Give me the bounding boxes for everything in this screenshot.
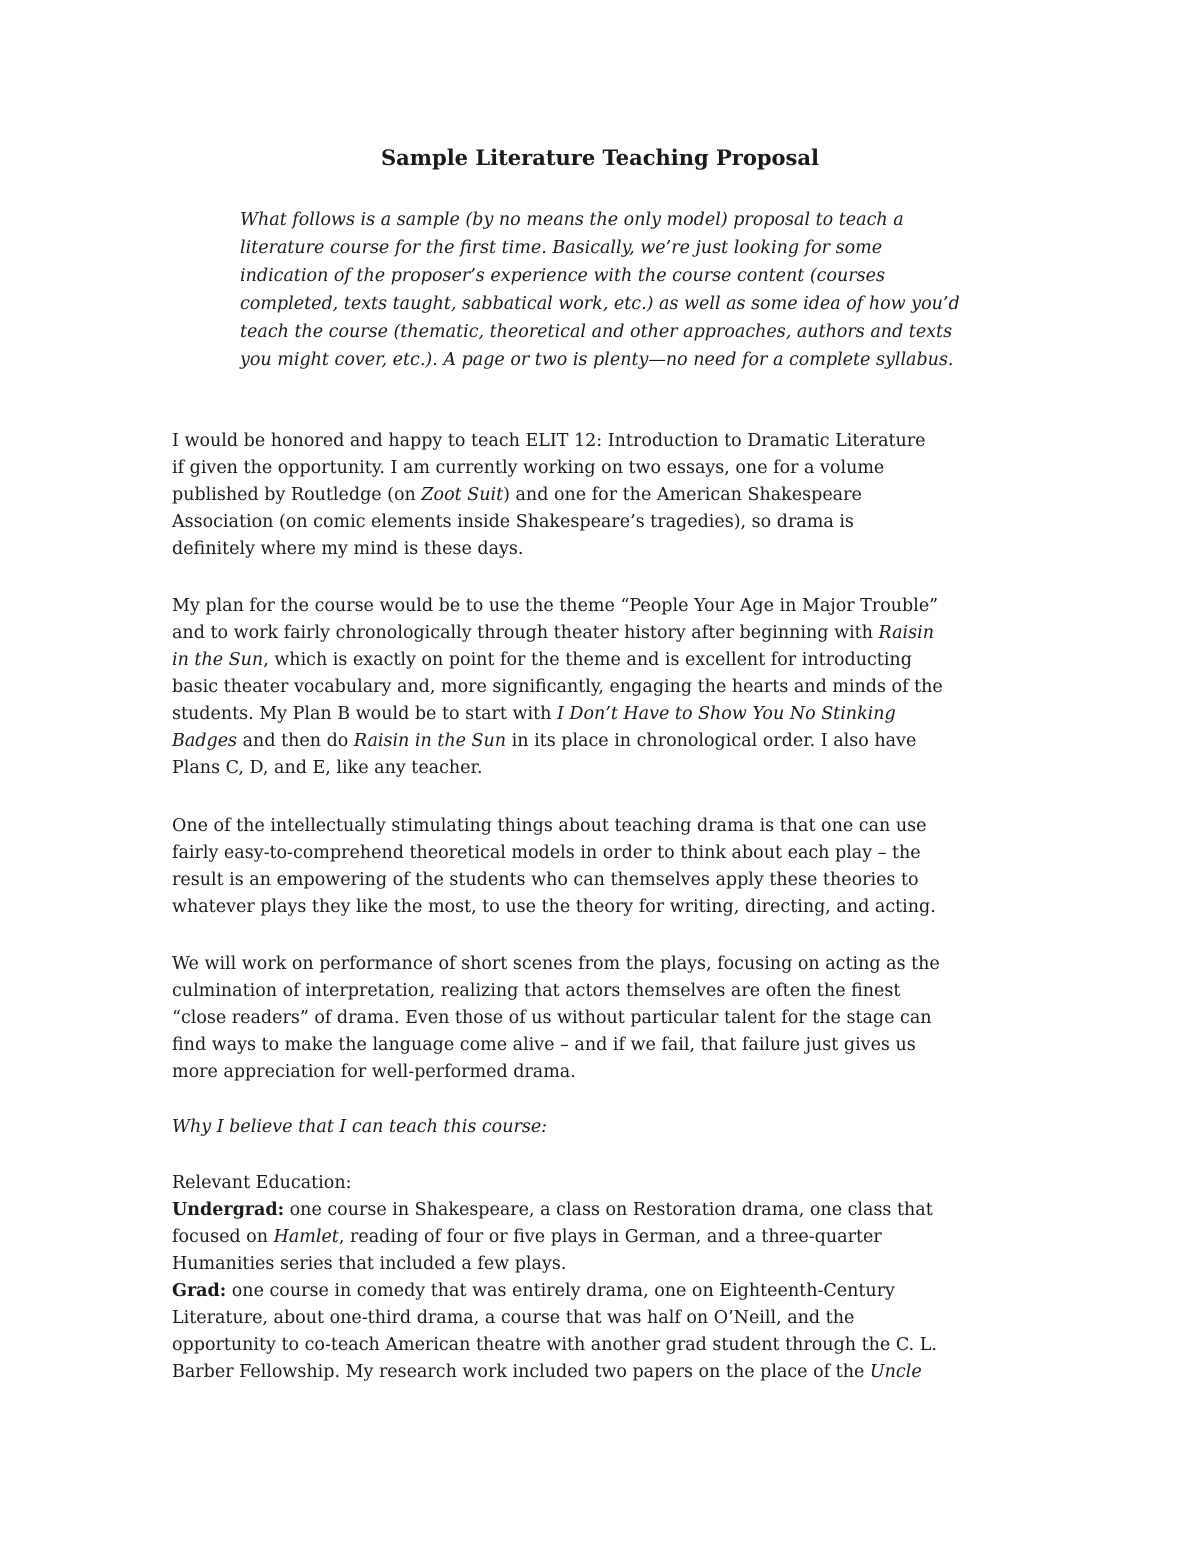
text-run: one course in comedy that was entirely drama, one on Eighteenth-Century [226,1281,895,1301]
body-line: Association (on comic elements inside Shakespeare’s tragedies), so drama is [172,512,854,532]
text-run: , which is exactly on point for the theme and is excellent for introducting [263,650,912,670]
paragraph-1 [172,428,1052,563]
text-run: students. My Plan B would be to start with [172,704,557,724]
paragraph-2 [172,593,1052,782]
text-run: and then do [237,731,354,751]
body-line: whatever plays they like the most, to use the theory for writing, directing, and acting. [172,897,936,917]
body-line: result is an empowering of the students who can themselves apply these theories to [172,870,919,890]
text-run: ) and one for the American Shakespeare [503,485,862,505]
body-line [172,1224,1052,1251]
text-run: and to work fairly chronologically through theater history after beginning with [172,623,879,643]
body-line: Literature, about one-third drama, a course that was half on O’Neill, and the [172,1308,855,1328]
body-line [172,701,1052,728]
work-title: Uncle [869,1362,922,1382]
intro-line: you might cover, etc.). A page or two is plenty—no need for a complete syllabus. [240,350,954,370]
body-line [172,728,1052,755]
body-line: more appreciation for well-performed drama. [172,1062,576,1082]
body-line [172,1278,1052,1305]
section-heading-italic: Why I believe that I can teach this course: [172,1117,548,1137]
document-title: Sample Literature Teaching Proposal [381,145,819,170]
text-run: published by Routledge (on [172,485,422,505]
body-line: basic theater vocabulary and, more significantly, engaging the hearts and minds of the [172,677,943,697]
body-line: Plans C, D, and E, like any teacher. [172,758,483,778]
undergrad-label: Undergrad: [172,1200,285,1220]
body-line: My plan for the course would be to use the theme “People Your Age in Major Trouble” [172,596,939,616]
text-run: one course in Shakespeare, a class on Restoration drama, one class that [284,1200,933,1220]
paragraph-5 [172,1114,1052,1141]
work-title: Badges [172,731,238,751]
body-line: opportunity to co-teach American theatre with another grad student through the C. L. [172,1335,937,1355]
intro-line: teach the course (thematic, theoretical and other approaches, authors and texts [240,322,953,342]
body-line: I would be honored and happy to teach ELIT 12: Introduction to Dramatic Literature [172,431,926,451]
work-title: Raisin in the Sun [353,731,507,751]
paragraph-4 [172,951,1052,1086]
body-line [172,482,1052,509]
body-line [172,647,1052,674]
work-title: Raisin [878,623,934,643]
body-line: if given the opportunity. I am currently working on two essays, one for a volume [172,458,885,478]
grad-label: Grad: [172,1281,227,1301]
intro-line: What follows is a sample (by no means the only model) proposal to teach a [240,210,904,230]
work-title: Zoot Suit [421,485,504,505]
work-title: in the Sun [172,650,264,670]
text-run: focused on [172,1227,274,1247]
intro-line: indication of the proposer’s experience with the course content (courses [240,266,885,286]
body-line: fairly easy-to-comprehend theoretical models in order to think about each play – the [172,843,921,863]
body-line [172,1197,1052,1224]
work-title: Hamlet [273,1227,339,1247]
body-line: We will work on performance of short scenes from the plays, focusing on acting as the [172,954,940,974]
education-heading: Relevant Education: [172,1173,352,1193]
intro-line: completed, texts taught, sabbatical work, etc.) as well as some idea of how you’d [240,294,960,314]
body-line [172,1359,1052,1386]
body-line: “close readers” of drama. Even those of us without particular talent for the stage can [172,1008,932,1028]
education-section [172,1170,1052,1386]
body-line: find ways to make the language come alive – and if we fail, that failure just gives us [172,1035,916,1055]
text-run: Barber Fellowship. My research work included two papers on the place of the [172,1362,870,1382]
body-line: culmination of interpretation, realizing that actors themselves are often the finest [172,981,901,1001]
body-line: One of the intellectually stimulating things about teaching drama is that one can use [172,816,927,836]
body-line [172,620,1052,647]
body-line: definitely where my mind is these days. [172,539,524,559]
text-run: in its place in chronological order. I also have [506,731,917,751]
body-line: Humanities series that included a few plays. [172,1254,567,1274]
text-run: , reading of four or five plays in German, and a three-quarter [338,1227,882,1247]
intro-note [240,206,1040,374]
intro-line: literature course for the first time. Basically, we’re just looking for some [240,238,883,258]
work-title: I Don’t Have to Show You No Stinking [556,704,896,724]
paragraph-3 [172,813,1052,921]
